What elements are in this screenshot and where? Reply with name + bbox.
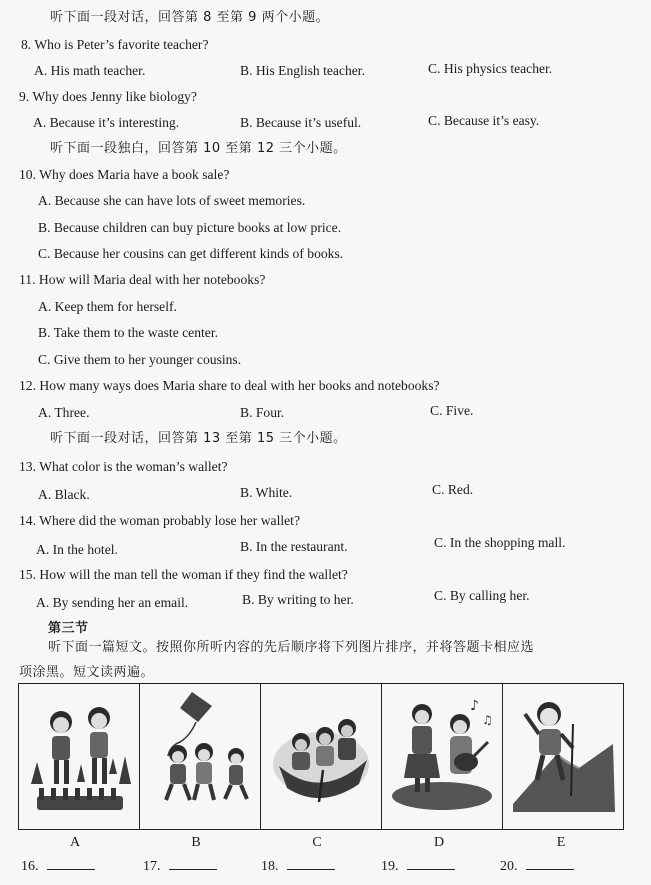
answer-blank-20[interactable] bbox=[500, 859, 574, 875]
picture-d bbox=[382, 684, 503, 829]
q9-option-a: A. Because it’s interesting. bbox=[33, 115, 180, 130]
question-11: 11. How will Maria deal with her notebooks? bbox=[19, 272, 266, 287]
answer-blank-18[interactable] bbox=[261, 859, 335, 875]
hiker-on-mountain-icon bbox=[503, 684, 623, 829]
musicians-playing-icon bbox=[382, 684, 502, 829]
question-9: 9. Why does Jenny like biology? bbox=[19, 89, 197, 104]
q8-option-a: A. His math teacher. bbox=[34, 63, 146, 78]
svg-text:♫: ♫ bbox=[482, 713, 493, 727]
section-3-title: 第三节 bbox=[48, 621, 89, 636]
picture-label-b: B bbox=[191, 835, 201, 850]
blank-number: 18. bbox=[261, 859, 279, 874]
question-15: 15. How will the man tell the woman if they find the wallet? bbox=[19, 567, 348, 582]
blank-number: 16. bbox=[21, 859, 39, 874]
picture-label-e: E bbox=[556, 835, 566, 850]
instruction-q10-12: 听下面一段独白，回答第 10 至第 12 三个小题。 bbox=[50, 141, 347, 156]
picture-label-c: C bbox=[312, 835, 322, 850]
q9-option-c: C. Because it’s easy. bbox=[428, 113, 540, 128]
blank-number: 17. bbox=[143, 859, 161, 874]
picture-label-d: D bbox=[433, 835, 445, 850]
q10-option-a: A. Because she can have lots of sweet memories. bbox=[38, 193, 306, 208]
answer-blank-16[interactable] bbox=[21, 859, 95, 875]
q14-option-c: C. In the shopping mall. bbox=[434, 535, 566, 550]
blank-line bbox=[407, 859, 455, 870]
picture-b bbox=[140, 684, 261, 829]
q15-option-a: A. By sending her an email. bbox=[36, 595, 189, 610]
instruction-q13-15: 听下面一段对话，回答第 13 至第 15 三个小题。 bbox=[50, 431, 347, 446]
q9-option-b: B. Because it’s useful. bbox=[240, 115, 362, 130]
q12-option-a: A. Three. bbox=[38, 405, 90, 420]
section-3-instruction-line1: 听下面一篇短文。按照你所听内容的先后顺序将下列图片排序，并将答题卡相应选 bbox=[48, 640, 535, 655]
q10-option-b: B. Because children can buy picture books at low price. bbox=[38, 220, 342, 235]
blank-line bbox=[169, 859, 217, 870]
blank-line bbox=[47, 859, 95, 870]
answer-blank-17[interactable] bbox=[143, 859, 217, 875]
answer-blank-19[interactable] bbox=[381, 859, 455, 875]
children-gardening-icon bbox=[19, 684, 139, 829]
q8-option-b: B. His English teacher. bbox=[240, 63, 365, 78]
blank-number: 20. bbox=[500, 859, 518, 874]
q12-option-c: C. Five. bbox=[430, 403, 474, 418]
blank-line bbox=[526, 859, 574, 870]
people-in-boat-icon bbox=[261, 684, 381, 829]
q14-option-a: A. In the hotel. bbox=[36, 542, 118, 557]
svg-text:♪: ♪ bbox=[470, 698, 479, 714]
blank-line bbox=[287, 859, 335, 870]
picture-a bbox=[19, 684, 140, 829]
question-10: 10. Why does Maria have a book sale? bbox=[19, 167, 230, 182]
blank-number: 19. bbox=[381, 859, 399, 874]
instruction-q8-9: 听下面一段对话，回答第 8 至第 9 两个小题。 bbox=[50, 10, 330, 25]
q15-option-c: C. By calling her. bbox=[434, 588, 530, 603]
question-12: 12. How many ways does Maria share to deal with her books and notebooks? bbox=[19, 378, 440, 393]
q15-option-b: B. By writing to her. bbox=[242, 592, 354, 607]
picture-c bbox=[261, 684, 382, 829]
q13-option-c: C. Red. bbox=[432, 482, 474, 497]
q11-option-b: B. Take them to the waste center. bbox=[38, 325, 218, 340]
question-14: 14. Where did the woman probably lose her wallet? bbox=[19, 513, 300, 528]
q13-option-a: A. Black. bbox=[38, 487, 90, 502]
q11-option-a: A. Keep them for herself. bbox=[38, 299, 177, 314]
picture-e bbox=[503, 684, 623, 829]
q8-option-c: C. His physics teacher. bbox=[428, 61, 553, 76]
question-8: 8. Who is Peter’s favorite teacher? bbox=[21, 37, 209, 52]
q13-option-b: B. White. bbox=[240, 485, 293, 500]
q14-option-b: B. In the restaurant. bbox=[240, 539, 348, 554]
q12-option-b: B. Four. bbox=[240, 405, 285, 420]
picture-strip bbox=[18, 683, 624, 830]
section-3-instruction-line2: 项涂黑。短文读两遍。 bbox=[19, 665, 155, 680]
children-flying-kite-icon bbox=[140, 684, 260, 829]
question-13: 13. What color is the woman’s wallet? bbox=[19, 459, 228, 474]
q10-option-c: C. Because her cousins can get different kinds of books. bbox=[38, 246, 344, 261]
picture-label-a: A bbox=[69, 835, 81, 850]
q11-option-c: C. Give them to her younger cousins. bbox=[38, 352, 242, 367]
